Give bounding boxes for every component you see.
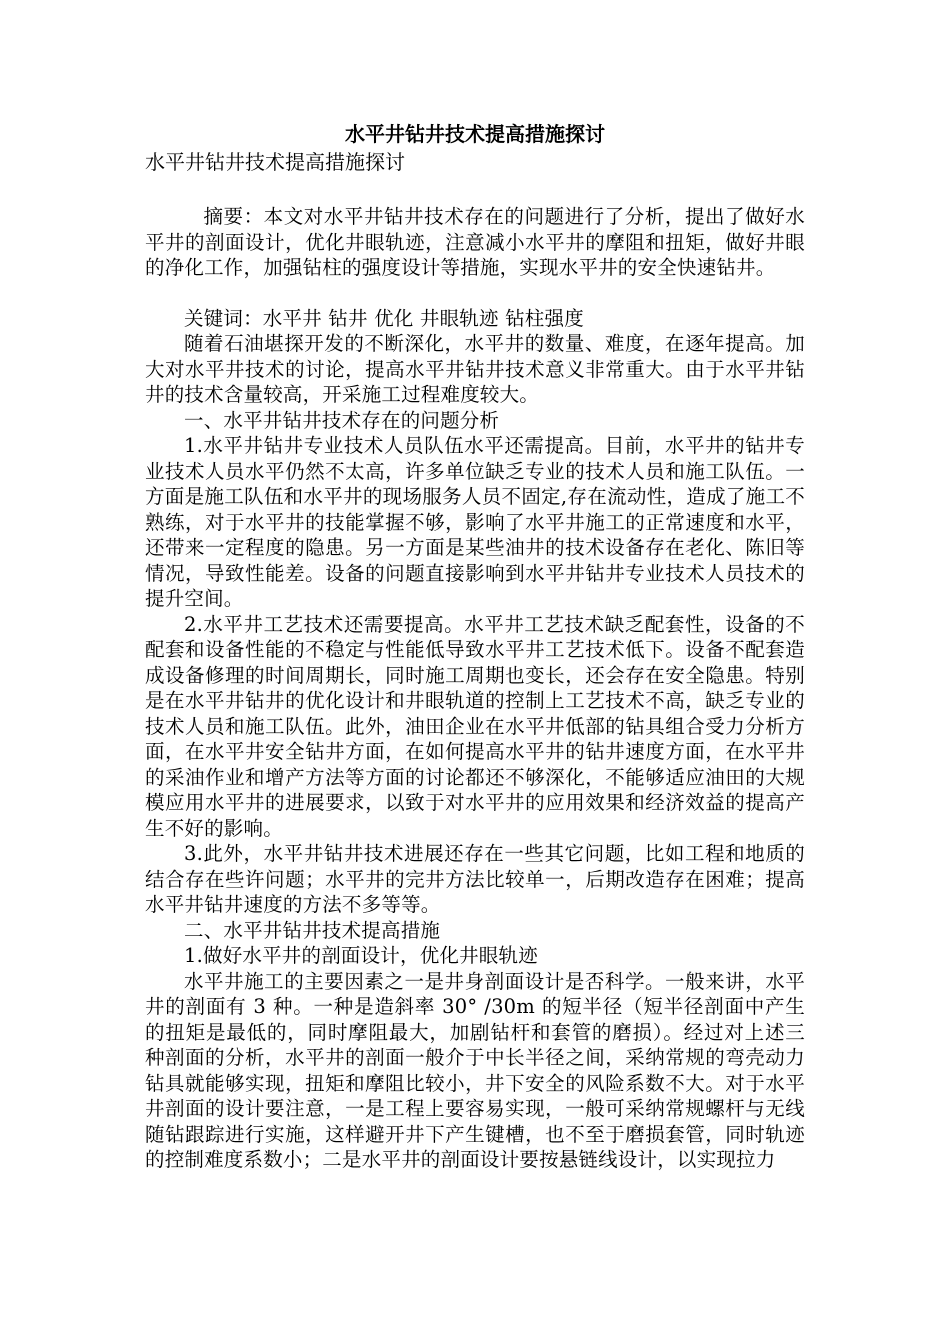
keywords-paragraph: 关键词：水平井 钻井 优化 井眼轨迹 钻柱强度: [184, 306, 584, 330]
document-subtitle: 水平井钻井技术提高措施探讨: [145, 150, 405, 174]
subsection-heading: 1.做好水平井的剖面设计，优化井眼轨迹: [184, 944, 538, 967]
document-title: 水平井钻井技术提高措施探讨: [345, 122, 605, 146]
document-page: [145, 120, 805, 1173]
body-paragraph: 2.水平井工艺技术还需要提高。水平井工艺技术缺乏配套性，设备的不配套和设备性能的不稳定与性能低导致水平井工艺技术低下。设备不配套造成设备修理的时间周期长，同时施工周期也变长，还会存在安全隐患。特别是在水平井钻井的优化设计和井眼轨道的控制上工艺技术不高，缺乏专业的技术人员和施工队伍。此外，油田企业在水平井低部的钻具组合受力分析方面，在水平井安全钻井方面，在如何提高水平井的钻井速度方面，在水平井的采油作业和增产方法等方面的讨论都还不够深化，不能够适应油田的大规模应用水平井的进展要求，以致于对水平井的应用效果和经济效益的提高产生不好的影响。: [145, 612, 805, 840]
body-paragraph: 3.此外，水平井钻井技术进展还存在一些其它问题，比如工程和地质的结合存在些许问题；水平井的完井方法比较单一，后期改造存在困难；提高水平井钻井速度的方法不多等等。: [145, 842, 805, 916]
section-heading: 一、水平井钻井技术存在的问题分析: [184, 408, 500, 432]
body-paragraph: 1.水平井钻井专业技术人员队伍水平还需提高。目前，水平井的钻井专业技术人员水平仍然不太高，许多单位缺乏专业的技术人员和施工队伍。一方面是施工队伍和水平井的现场服务人员不固定,存在流动性，造成了施工不熟练，对于水平井的技能掌握不够，影响了水平井施工的正常速度和水平，还带来一定程度的隐患。另一方面是某些油井的技术设备存在老化、陈旧等情况，导致性能差。设备的问题直接影响到水平井钻井专业技术人员技术的提升空间。: [145, 434, 805, 610]
abstract-paragraph: 摘要：本文对水平井钻井技术存在的问题进行了分析，提出了做好水平井的剖面设计，优化井眼轨迹，注意减小水平井的摩阻和扭矩，做好井眼的净化工作，加强钻柱的强度设计等措施，实现水平井的安全快速钻井。: [145, 205, 805, 279]
section-heading: 二、水平井钻井技术提高措施: [184, 918, 441, 942]
body-paragraph: 随着石油堪探开发的不断深化，水平井的数量、难度，在逐年提高。加大对水平井技术的讨论，提高水平井钻井技术意义非常重大。由于水平井钻井的技术含量较高，开采施工过程难度较大。: [145, 332, 805, 406]
body-paragraph: 水平井施工的主要因素之一是井身剖面设计是否科学。一般来讲，水平井的剖面有 3 种。一种是造斜率 30° /30m 的短半径（短半径剖面中产生的扭矩是最低的，同时摩阻最大，加剧钻杆和套管的磨损）。经过对上述三种剖面的分析，水平井的剖面一般介于中长半径之间，采纳常规的弯壳动力钻具就能够实现，扭矩和摩阻比较小，井下安全的风险系数不大。对于水平井剖面的设计要注意，一是工程上要容易实现，一般可采纳常规螺杆与无线随钻跟踪进行实施，这样避开井下产生键槽，也不至于磨损套管，同时轨迹的控制难度系数小；二是水平井的剖面设计要按悬链线设计，以实现拉力: [145, 969, 805, 1171]
